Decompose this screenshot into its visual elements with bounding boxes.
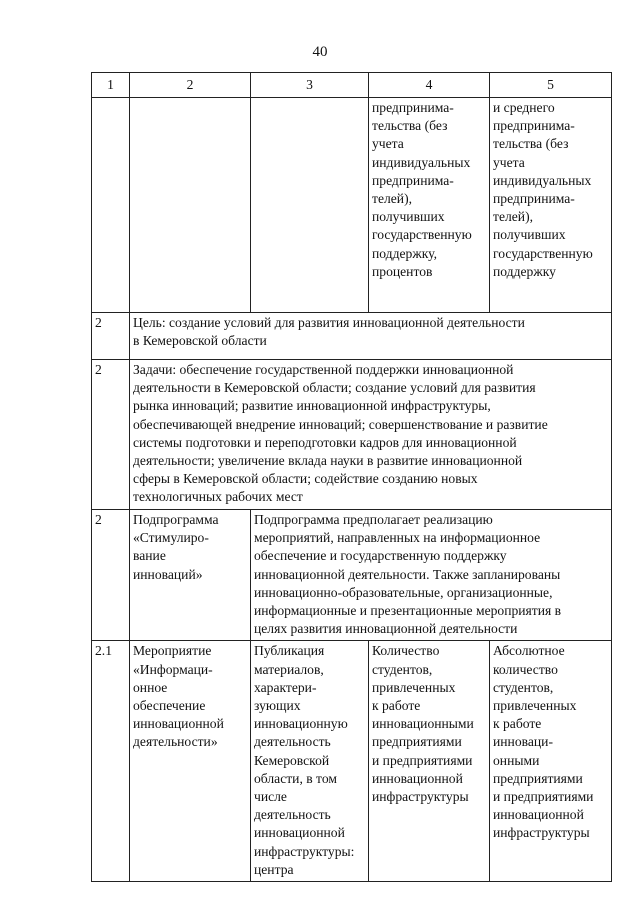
page-number: 40 (312, 44, 328, 60)
subprogram-text: Подпрограмма предполагает реализацию мероприятий, направленных на информационное обеспечение и государственную поддержку инновационной деятельности. Также запланированы инновационно-образовательные, организационные, информационные и презентационные мероприятия в целях развития инновационной деятельности (251, 510, 612, 641)
continuation-row (92, 98, 612, 313)
goal-text: Цель: создание условий для развития инновационной деятельности в Кемеровской области (130, 313, 612, 360)
header-col-4: 4 (369, 73, 490, 98)
header-col-1: 1 (92, 73, 130, 98)
header-col-5: 5 (490, 73, 612, 98)
measure-name: Мероприятие «Информаци- онное обеспечение инновационной деятельности» (130, 641, 251, 882)
header-col-2: 2 (130, 73, 251, 98)
tasks-text: Задачи: обеспечение государственной поддержки инновационной деятельности в Кемеровской области; создание условий для развития рынка инноваций; развитие инновационной инфраструктуры, обеспечивающей внедрение инноваций; совершенствование и развитие системы подготовки и переподготовки кадров для инновационной деятельности; увеличение вклада науки в развитие инновационной сферы в Кемеровской области; содействие созданию новых технологичных рабочих мест (130, 360, 612, 510)
measure-description: Публикация материалов, характери- зующих инновационную деятельность Кемеровской области, в том числе деятельность инновационной инфраструктуры: центра (251, 641, 369, 882)
measure-number: 2.1 (92, 641, 130, 882)
goal-row (92, 313, 612, 360)
goal-number: 2 (92, 313, 130, 360)
subprogram-number: 2 (92, 510, 130, 641)
continuation-col-3 (251, 98, 369, 313)
measure-indicator: Количество студентов, привлеченных к работе инновационными предприятиями и предприятиями инновационной инфраструктуры (369, 641, 490, 882)
program-table (91, 72, 612, 882)
tasks-number: 2 (92, 360, 130, 510)
tasks-row (92, 360, 612, 510)
continuation-col-2 (130, 98, 251, 313)
header-row (92, 73, 612, 98)
continuation-col-4: предпринима- тельства (без учета индивидуальных предпринима- телей), получивших государственную поддержку, процентов (369, 98, 490, 313)
subprogram-name: Подпрограмма «Стимулиро- вание инноваций» (130, 510, 251, 641)
subprogram-row (92, 510, 612, 641)
measure-value: Абсолютное количество студентов, привлеченных к работе инноваци- онными предприятиями и предприятиями инновационной инфраструктуры (490, 641, 612, 882)
measure-row (92, 641, 612, 882)
continuation-col-1 (92, 98, 130, 313)
header-col-3: 3 (251, 73, 369, 98)
continuation-col-5: и среднего предпринима- тельства (без учета индивидуальных предпринима- телей), получивших государственную поддержку (490, 98, 612, 313)
